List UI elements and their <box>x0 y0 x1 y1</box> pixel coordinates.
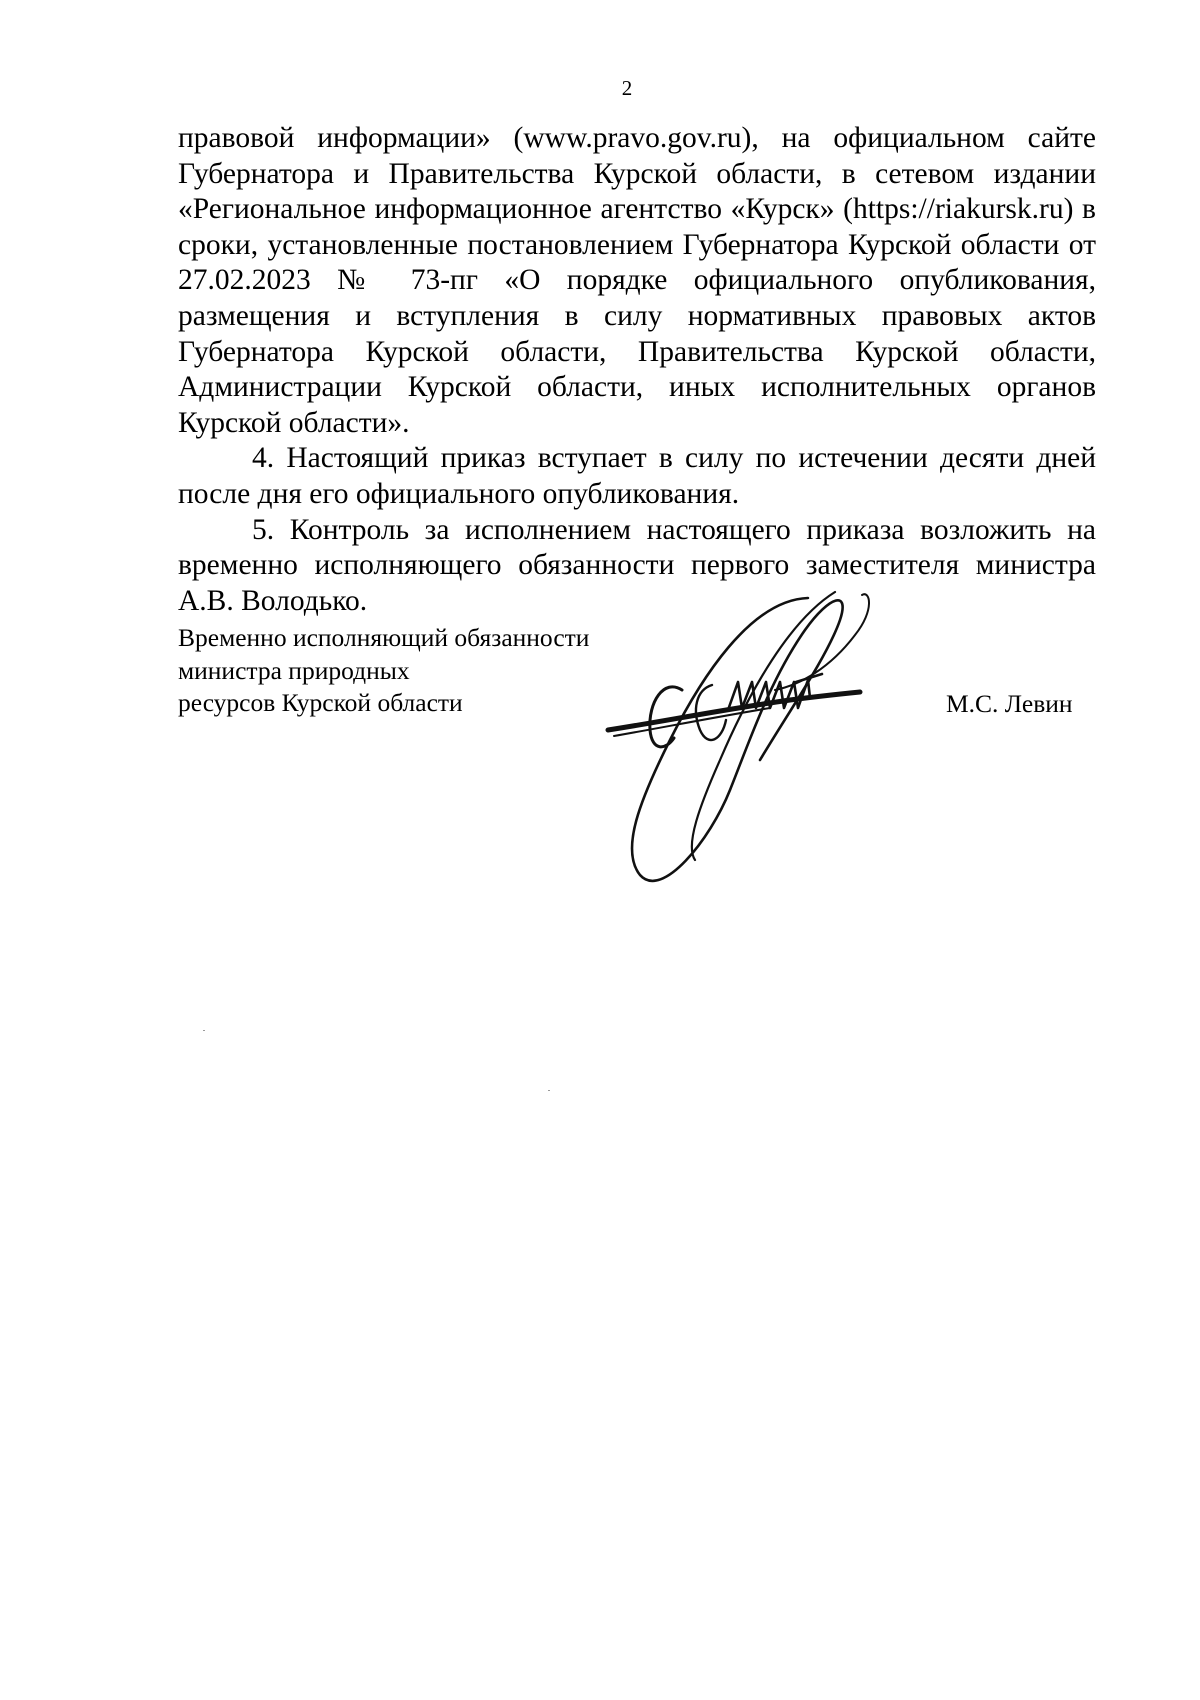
paragraph-4: 4. Настоящий приказ вступает в силу по истечении десяти дней после дня его официального опубликования. <box>178 442 1096 510</box>
signer-name: М.С. Левин <box>946 689 1073 718</box>
scan-speck <box>548 1090 550 1091</box>
page-number: 2 <box>621 76 633 100</box>
handwritten-signature-icon <box>600 590 910 890</box>
paragraph-continuation: правовой информации» (www.pravo.gov.ru), на официальном сайте Губернатора и Правительства Курской области, в сетевом издании «Региональное информационное агентство «Курск» (https://riakursk.ru) в сроки, установленные постановлением Губернатора Курской области от 27.02.2023 № 73-пг «О порядке официального опубликования, размещения и вступления в силу нормативных правовых актов Губернатора Курской области, Правительства Курской области, Администрации Курской области, иных исполнительных органов Курской области». <box>178 122 1096 439</box>
document-body <box>178 121 1096 619</box>
signer-position-line-3: ресурсов Курской области <box>178 688 463 717</box>
signer-position-line-2: министра природных <box>178 655 410 685</box>
paragraph-5: 5. Контроль за исполнением настоящего приказа возложить на временно исполняющего обязанности первого заместителя министра А.В. Володько. <box>178 513 1096 617</box>
scan-speck <box>203 1030 205 1031</box>
signer-position-line-1: Временно исполняющий обязанности <box>178 623 590 652</box>
